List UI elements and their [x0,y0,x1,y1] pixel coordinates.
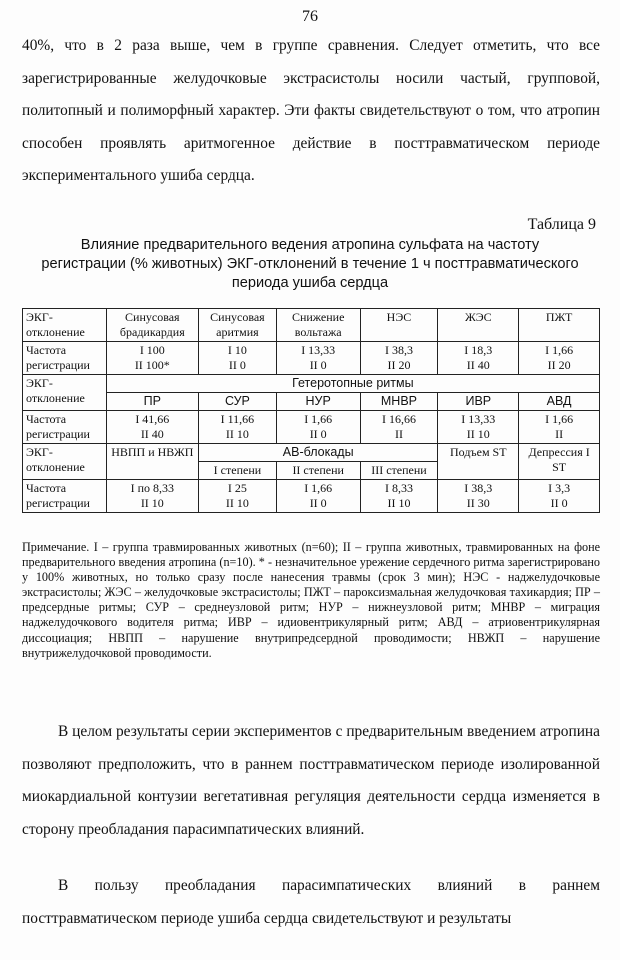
row-label-freq: Частота регистрации [23,342,107,375]
col-header: I степени [198,462,276,480]
cell-value-group2: II 10 [140,496,164,510]
col-header: Снижение вольтажа [276,309,360,342]
last-paragraph: В пользу преобладания парасимпатических влияний в раннем посттравматическом периоде ушиба сердца свидетельствуют и результаты [22,877,600,927]
cell-value-group2: II 0 [309,427,327,441]
row-label-ekg: ЭКГ-отклонение [23,444,107,480]
table-cell [106,411,198,444]
table-cell [438,342,519,375]
table-cell [519,480,600,513]
cell-value-group1: I 38,3 [464,481,493,495]
table-row [23,411,600,444]
col-header: НЭС [360,309,438,342]
col-header: Подъем ST [438,444,519,480]
cell-value-group1: I 8,33 [384,481,413,495]
row-label-ekg: ЭКГ-отклонение [23,375,107,411]
cell-value-group1: I 1,66 [545,343,574,357]
table-cell [519,342,600,375]
table-row [23,309,600,342]
table-caption: Влияние предварительного ведения атропина сульфата на частоту регистрации (% животных) ЭКГ-отклонений в течение 1 ч посттравматического периода ушиба сердца [41,237,579,291]
table-cell [276,342,360,375]
cell-value-group1: I по 8,33 [130,481,175,495]
col-header: ПЖТ [519,309,600,342]
ekg-table [22,308,600,513]
cell-value-group1: I 13,33 [461,412,496,426]
col-header: III степени [360,462,438,480]
cell-value-group1: I 38,3 [384,343,413,357]
table-cell [360,411,438,444]
table-cell [106,342,198,375]
col-header: Синусовая брадикардия [106,309,198,342]
cell-value-group1: I 1,66 [545,412,574,426]
cell-value-group1: I 41,66 [135,412,170,426]
table-cell [438,411,519,444]
row-label-freq: Частота регистрации [23,411,107,444]
col-header: Синусовая аритмия [198,309,276,342]
page-number: 76 [302,8,318,25]
col-header: ИВР [438,393,519,411]
table-cell [198,480,276,513]
cell-value-group2: II 10 [466,427,490,441]
table-row [23,375,600,393]
col-header: II степени [276,462,360,480]
table-row [23,480,600,513]
cell-value-group2: II 20 [387,358,411,372]
cell-value-group2: II 0 [228,358,246,372]
cell-value-group1: I 10 [227,343,247,357]
cell-value-group2: II 20 [547,358,571,372]
table-cell [276,480,360,513]
cell-value-group1: I 13,33 [301,343,336,357]
cell-value-group2: II 10 [225,496,249,510]
cell-value-group2: II 0 [309,358,327,372]
table-cell [360,342,438,375]
col-header: ПР [106,393,198,411]
cell-value-group2: II 10 [387,496,411,510]
cell-value-group1: I 25 [227,481,247,495]
col-header: АВД [519,393,600,411]
table-cell [198,342,276,375]
cell-value-group1: I 1,66 [304,412,333,426]
col-header: ЖЭС [438,309,519,342]
col-header: НВПП и НВЖП [106,444,198,480]
table-cell [106,480,198,513]
table-row [23,393,600,411]
cell-value-group2: II 40 [466,358,490,372]
cell-value-group2: II 100* [134,358,170,372]
col-header: СУР [198,393,276,411]
table-note: Примечание. I – группа травмированных животных (n=60); II – группа животных, травмированных на фоне предварительного введения атропина (n=10). * - незначительное урежение сердечного ритма зарегистрировано у 100% животных, но только сразу после нанесения травмы (срок 3 мин); НЭС - наджелудочковые экстрасистолы; ЖЭС – желудочковые экстрасистолы; ПЖТ – пароксизмальная желудочковая тахикардия; ПР – предсердные ритмы; СУР – среднеузловой ритм; НУР – нижнеузловой ритм; МНВР – миграция наджелудочкового водителя ритма; ИВР – идиовентрикулярный ритм; АВД – атриовентрикулярная диссоциация; НВПП – нарушение внутрипредсердной проводимости; НВЖП – нарушение внутрижелудочковой проводимости. [22,540,600,660]
table-cell [360,480,438,513]
col-header: МНВР [360,393,438,411]
cell-value-group1: I 1,66 [304,481,333,495]
table-row [23,342,600,375]
cell-value-group2: II [394,427,403,441]
table-cell [519,411,600,444]
cell-value-group2: II 0 [309,496,327,510]
cell-value-group1: I 16,66 [381,412,416,426]
table-label: Таблица 9 [527,216,596,233]
table-cell [276,411,360,444]
cell-value-group1: I 3,3 [548,481,571,495]
row-label-ekg: ЭКГ-отклонение [23,309,107,342]
table-cell [198,411,276,444]
cell-value-group2: II 10 [225,427,249,441]
cell-value-group1: I 11,66 [220,412,255,426]
col-header: НУР [276,393,360,411]
cell-value-group2: II 0 [550,496,568,510]
conclusion-paragraph: В целом результаты серии экспериментов с предварительным введением атропина позволяют предположить, что в раннем посттравматическом периоде изолированной миокардиальной контузии вегетативная регуляция деятельности сердца изменяется в сторону преобладания парасимпатических влияний. [22,723,600,838]
intro-paragraph: 40%, что в 2 раза выше, чем в группе сравнения. Следует отметить, что все зарегистрированные желудочковые экстрасистолы носили частый, групповой, политопный и полиморфный характер. Эти факты свидетельствуют о том, что атропин способен проявлять аритмогенное действие в посттравматическом периоде экспериментального ушиба сердца. [22,37,600,185]
cell-value-group2: II 40 [140,427,164,441]
cell-value-group1: I 18,3 [464,343,493,357]
table-cell [438,480,519,513]
cell-value-group1: I 100 [139,343,165,357]
group-header-av-blocks: АВ-блокады [198,444,437,462]
cell-value-group2: II 30 [466,496,490,510]
row-label-freq: Частота регистрации [23,480,107,513]
group-header-heterotopic: Гетеротопные ритмы [106,375,599,393]
cell-value-group2: II [555,427,564,441]
col-header: Депрессия I ST [519,444,600,480]
table-row [23,444,600,462]
